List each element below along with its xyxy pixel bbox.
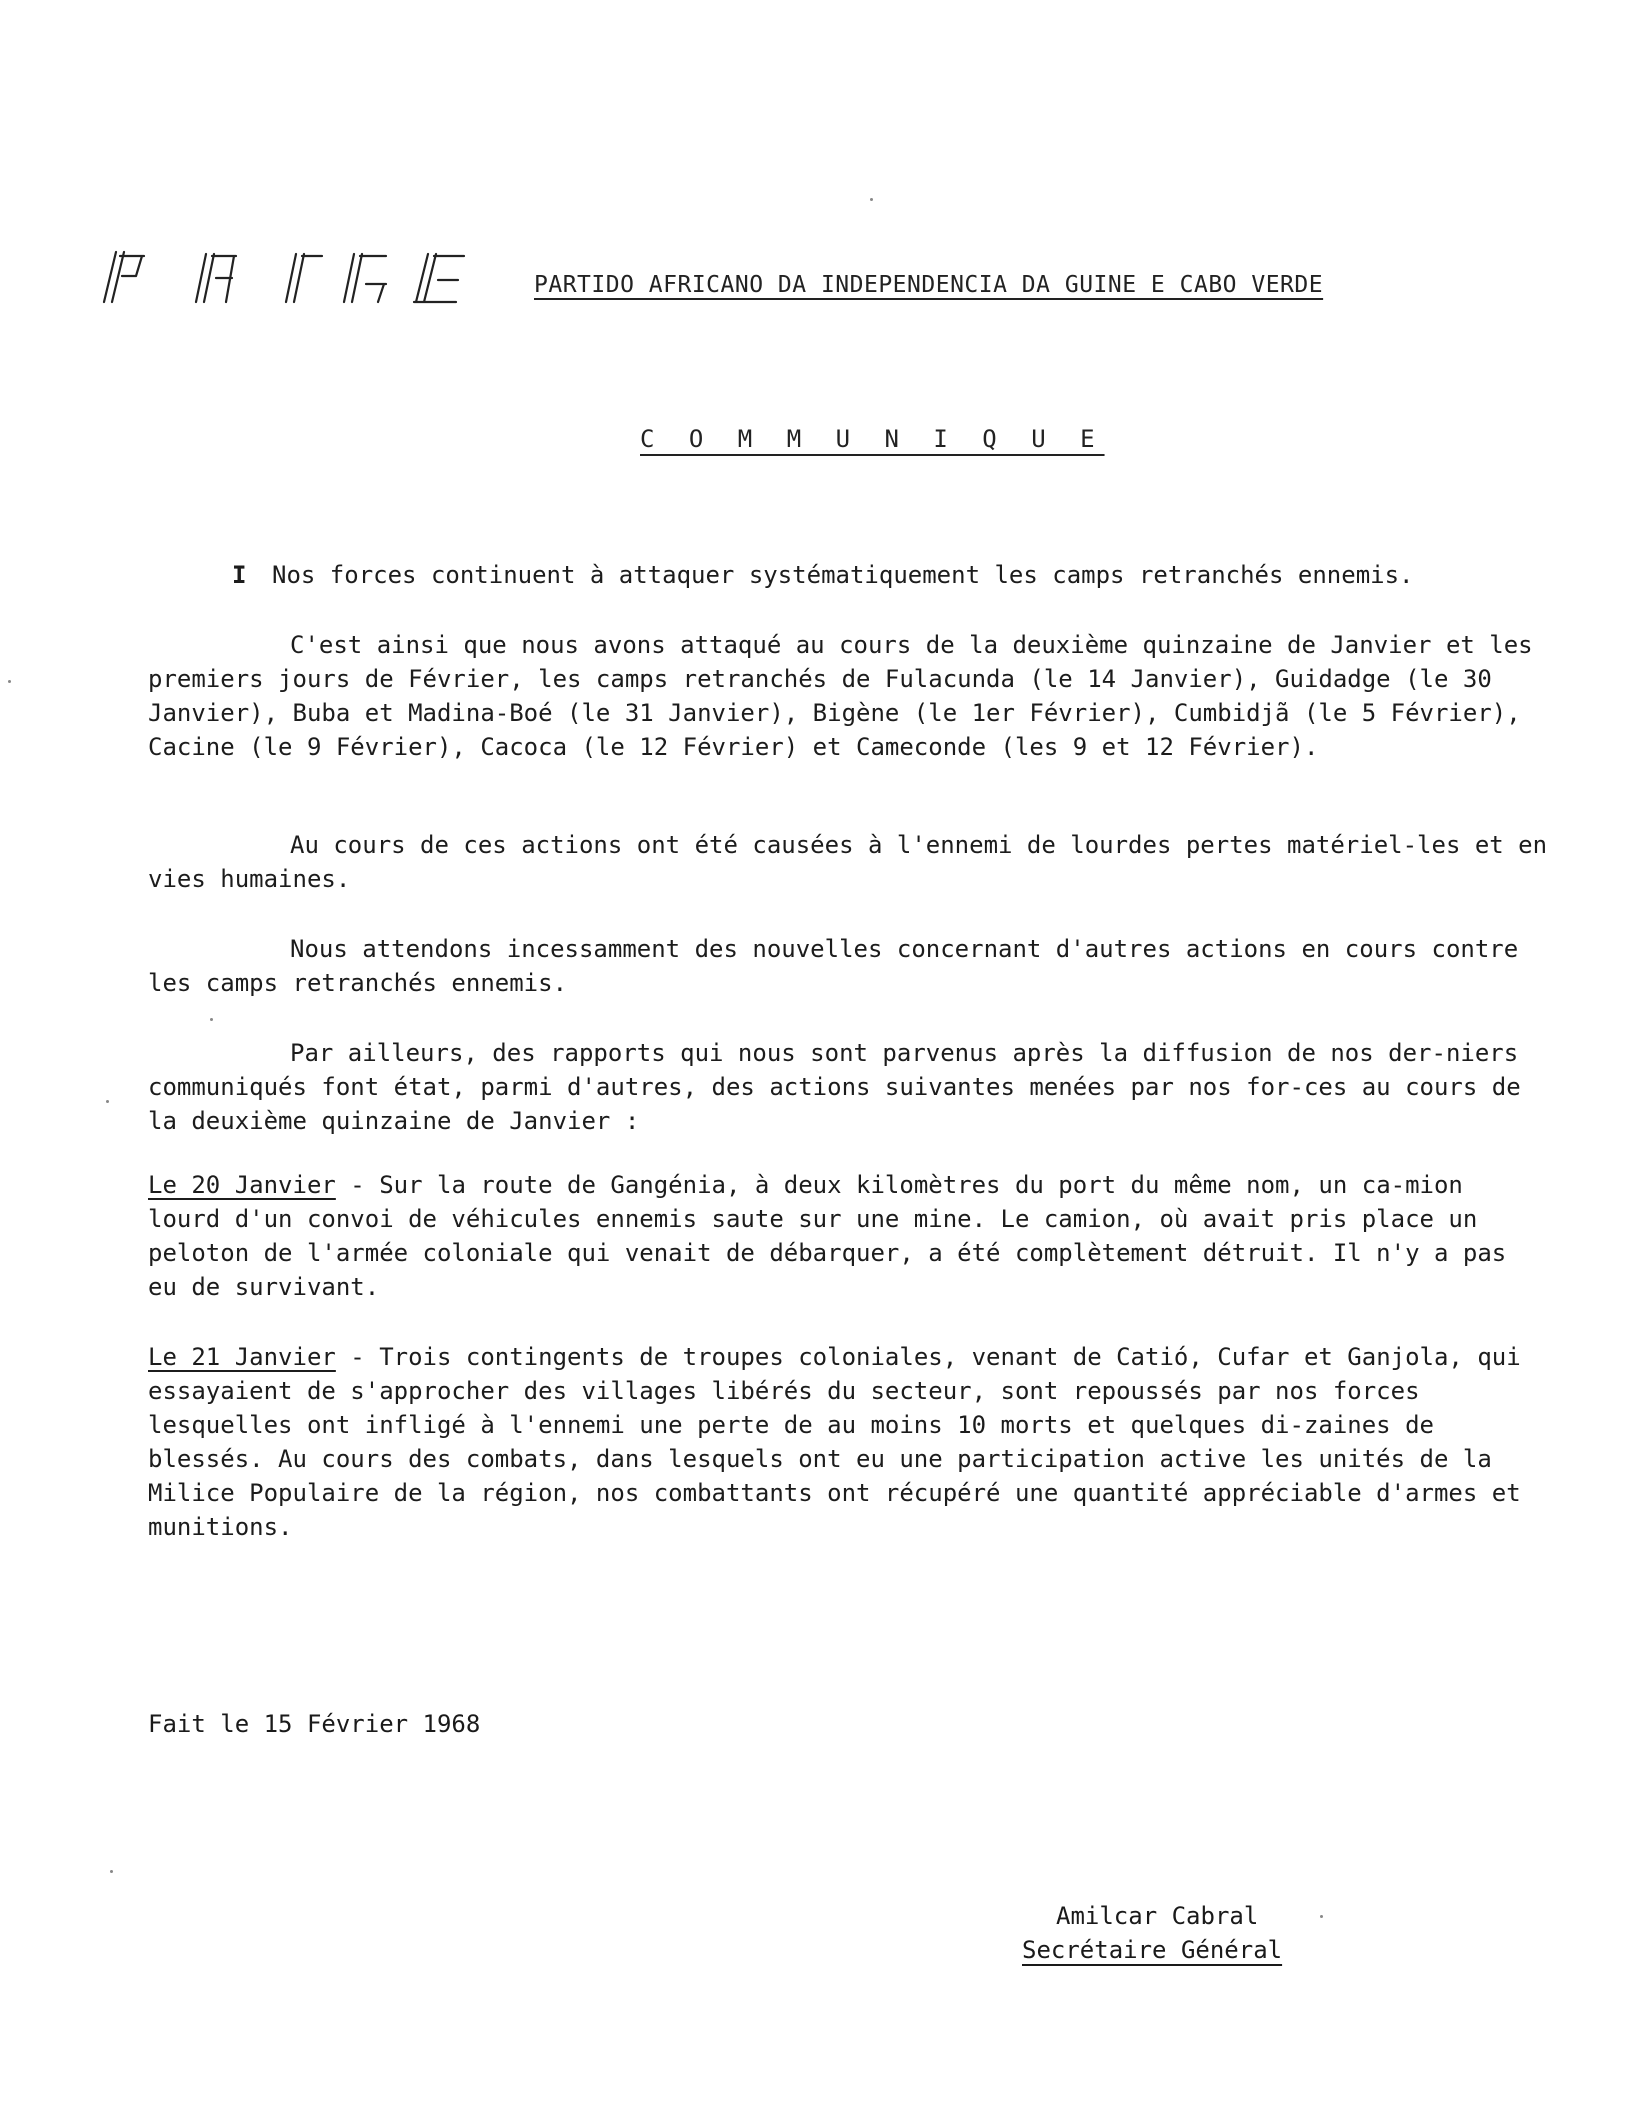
- paragraph-reports: Par ailleurs, des rapports qui nous sont parvenus après la diffusion de nos der-niers communiqués font état, parmi d'autres, des actions suivantes menées par nos for-ces au cours de la deuxième quinzaine de Janvier :: [148, 1039, 1521, 1135]
- paragraph-losses: Au cours de ces actions ont été causées à l'ennemi de lourdes pertes matériel-les et en vies humaines.: [148, 831, 1548, 893]
- paragraph-jan-21: [148, 1340, 1548, 1544]
- paragraph-attacks: C'est ainsi que nous avons attaqué au cours de la deuxième quinzaine de Janvier et les premiers jours de Février, les camps retranchés de Fulacunda (le 14 Janvier), Guidadge (le 30 Janvier), Buba et Madina-Boé (le 31 Janvier), Bigène (le 1er Février), Cumbidjã (le 5 Février), Cacine (le 9 Février), Cacoca (le 12 Février) et Cameconde (les 9 et 12 Février).: [148, 631, 1533, 761]
- scan-speck: [210, 1018, 213, 1021]
- document-title: C O M M U N I Q U E: [640, 425, 1105, 453]
- scan-speck: [110, 1870, 113, 1873]
- lead-paragraph: [148, 558, 1548, 592]
- paigc-logo: [96, 246, 476, 308]
- date-label-jan-20: Le 20 Janvier: [148, 1171, 336, 1199]
- scan-speck: [8, 680, 11, 683]
- lead-text: Nos forces continuent à attaquer systématiquement les camps retranchés ennemis.: [272, 561, 1414, 589]
- scan-speck: [1320, 1915, 1323, 1918]
- lead-marker: I: [232, 561, 247, 589]
- jan-20-text: - Sur la route de Gangénia, à deux kilomètres du port du même nom, un ca-mion lourd d'un convoi de véhicules ennemis saute sur une mine. Le camion, où avait pris place un peloton de l'armée coloniale qui venait de débarquer, a été complètement détruit. Il n'y a pas eu de survivant.: [148, 1171, 1507, 1301]
- jan-21-text: - Trois contingents de troupes coloniales, venant de Catió, Cufar et Ganjola, qui essayaient de s'approcher des villages libérés du secteur, sont repoussés par nos forces lesquelles ont infligé à l'ennemi une perte de au moins 10 morts et quelques di-zaines de blessés. Au cours des combats, dans lesquels ont eu une participation active les unités de la Milice Populaire de la région, nos combattants ont récupéré une quantité appréciable d'armes et munitions.: [148, 1343, 1521, 1541]
- closing-date: Fait le 15 Février 1968: [148, 1710, 481, 1738]
- signatory-name: Amilcar Cabral: [1056, 1902, 1259, 1930]
- paragraph-awaiting-news: Nous attendons incessamment des nouvelles concernant d'autres actions en cours contre les camps retranchés ennemis.: [148, 935, 1519, 997]
- scan-speck: [106, 1100, 109, 1103]
- scan-speck: [870, 198, 873, 201]
- paragraph-jan-20: [148, 1168, 1548, 1304]
- date-label-jan-21: Le 21 Janvier: [148, 1343, 336, 1371]
- party-name: PARTIDO AFRICANO DA INDEPENDENCIA DA GUINE E CABO VERDE: [534, 272, 1324, 298]
- signatory-title: Secrétaire Général: [1022, 1936, 1283, 1964]
